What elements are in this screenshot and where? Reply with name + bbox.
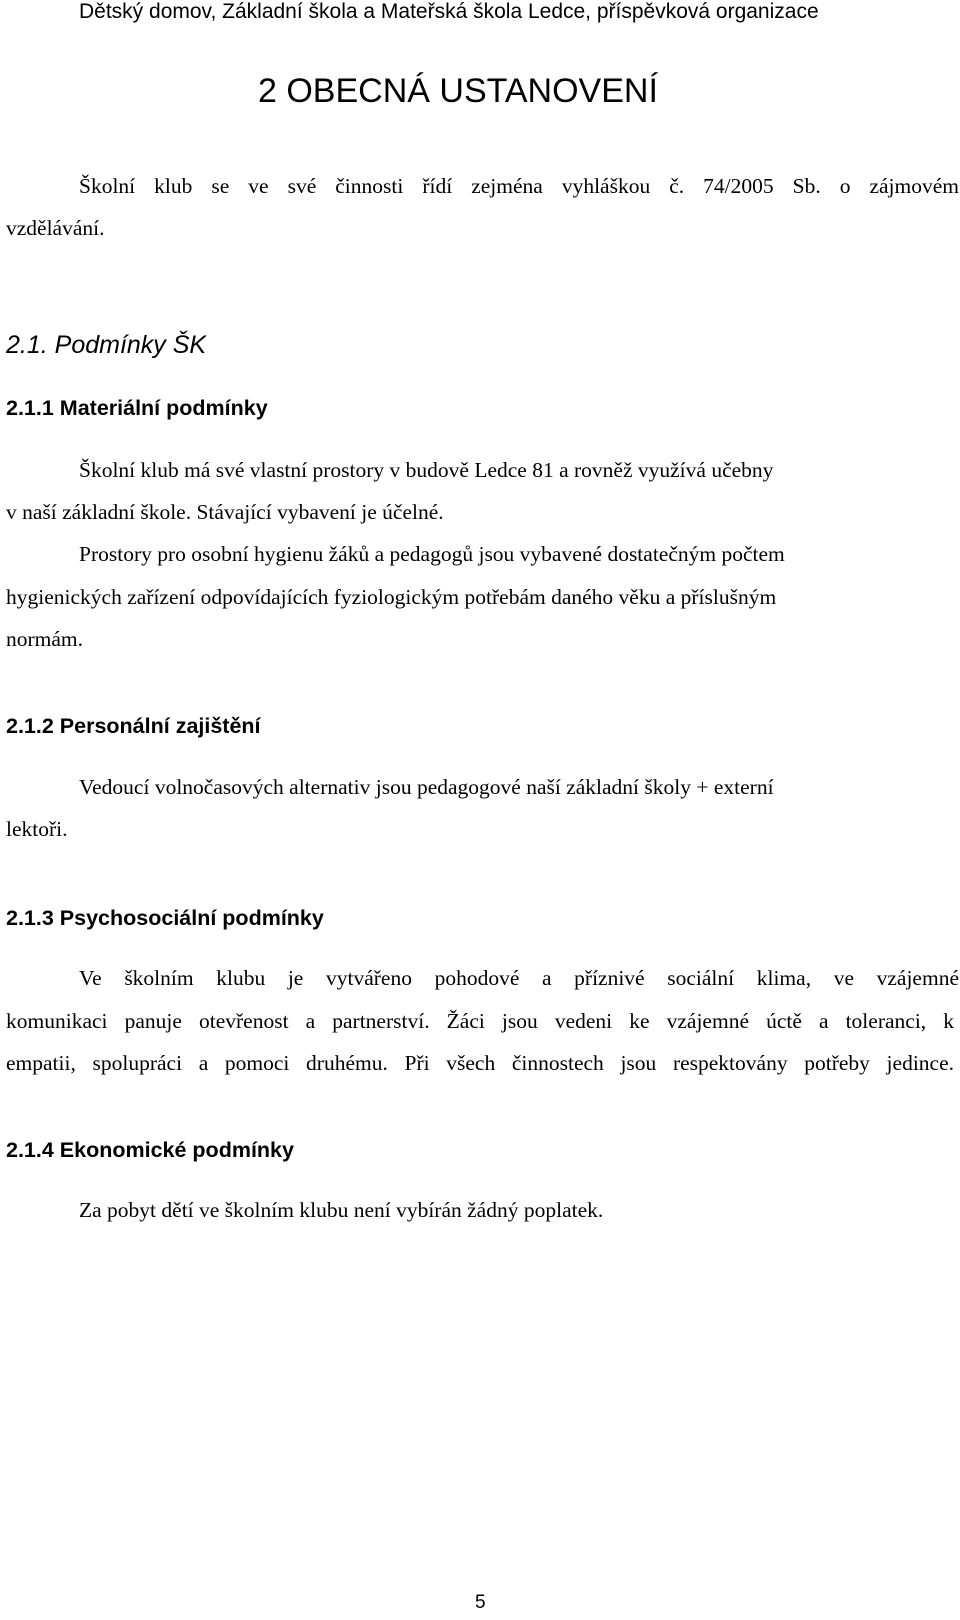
paragraph-line: Školní klub se ve své činnosti řídí zejména vyhláškou č. 74/2005 Sb. o zájmovém [79, 174, 959, 198]
paragraph-line: Prostory pro osobní hygienu žáků a pedagogů jsou vybavené dostatečným počtem [79, 542, 785, 566]
paragraph-line: vzdělávání. [6, 216, 105, 240]
page-number: 5 [475, 1592, 486, 1613]
paragraph-line: lektoři. [6, 817, 68, 841]
paragraph-line: empatii, spolupráci a pomoci druhému. Při všech činnostech jsou respektovány potřeby jedince. [6, 1051, 954, 1075]
paragraph-line: komunikaci panuje otevřenost a partnerství. Žáci jsou vedeni ke vzájemné úctě a toleranci, k [6, 1009, 954, 1033]
paragraph-line: Školní klub má své vlastní prostory v budově Ledce 81 a rovněž využívá učebny [79, 458, 774, 482]
chapter-title: 2 OBECNÁ USTANOVENÍ [258, 72, 658, 110]
paragraph-line: hygienických zařízení odpovídajících fyziologickým potřebám daného věku a příslušným [6, 585, 777, 609]
paragraph-line: v naší základní škole. Stávající vybavení je účelné. [6, 500, 444, 524]
section-heading: 2.1. Podmínky ŠK [6, 331, 207, 359]
subsection-heading: 2.1.4 Ekonomické podmínky [6, 1138, 294, 1162]
page-header: Dětský domov, Základní škola a Mateřská škola Ledce, příspěvková organizace [79, 0, 819, 23]
paragraph-line: Ve školním klubu je vytvářeno pohodové a příznivé sociální klima, ve vzájemné [79, 966, 959, 990]
subsection-heading: 2.1.1 Materiální podmínky [6, 396, 268, 420]
subsection-heading: 2.1.2 Personální zajištění [6, 714, 261, 738]
paragraph-line: Za pobyt dětí ve školním klubu není vybírán žádný poplatek. [79, 1198, 604, 1222]
subsection-heading: 2.1.3 Psychosociální podmínky [6, 906, 324, 930]
paragraph-line: Vedoucí volnočasových alternativ jsou pedagogové naší základní školy + externí [79, 775, 774, 799]
paragraph-line: normám. [6, 627, 84, 651]
